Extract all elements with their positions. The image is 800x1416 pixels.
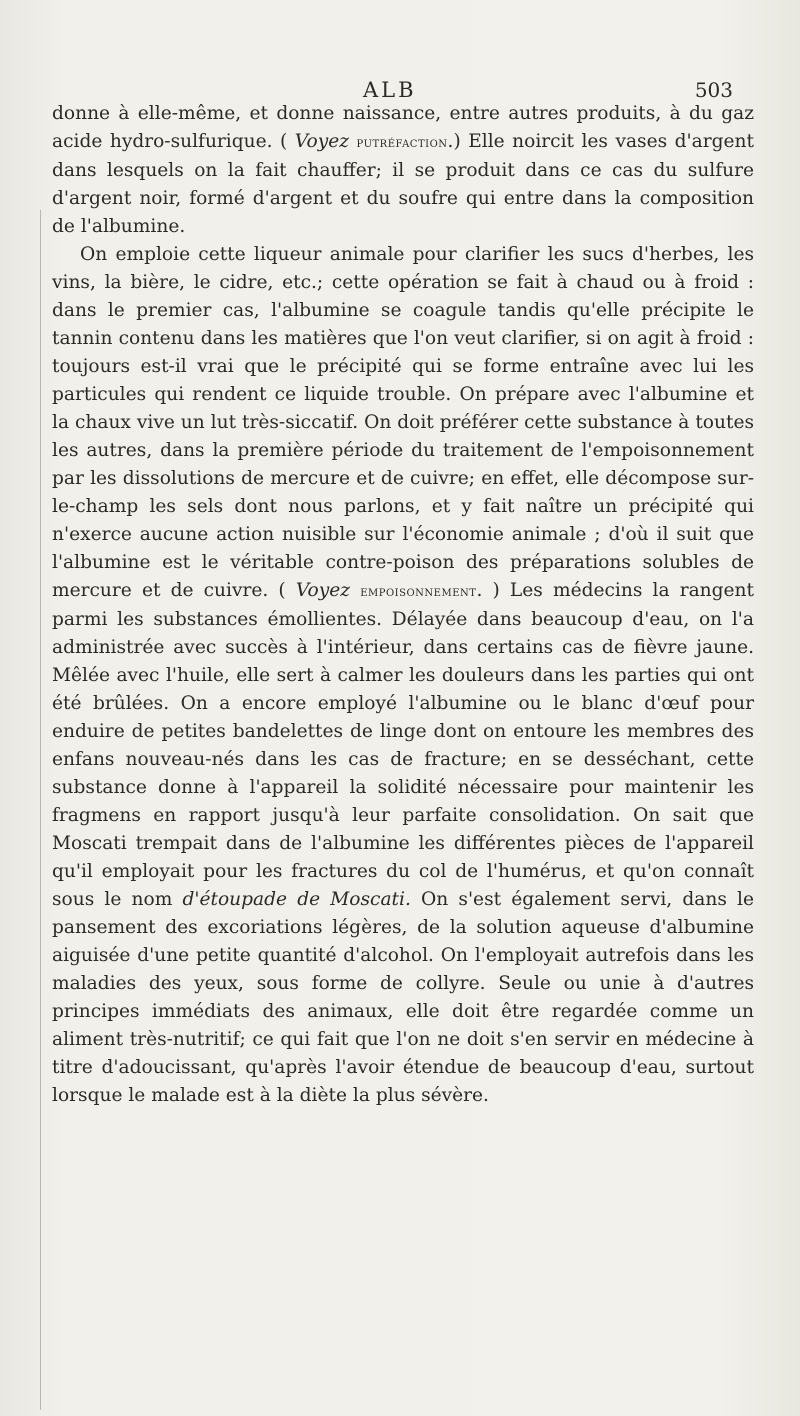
- cross-reference: putréfaction: [356, 135, 448, 151]
- cross-reference: empoisonnement: [360, 584, 477, 600]
- page-edge-shadow: [40, 210, 41, 1410]
- paragraph-2: On emploie cette liqueur animale pour clarifier les sucs d'herbes, les vins, la bière, le cidre, etc.; cette opération se fait à chaud ou à froid : dans le premier cas, l'albumine se coagule tandis qu'elle précipite le tannin contenu dans les matières que l'on veut clarifier, si on agit à froid : toujours est-il vrai que le précipité qui se forme entraîne avec lui les particules qui rendent ce liquide trouble. On prépare avec l'albumine et la chaux vive un lut très-siccatif. On doit préférer cette substance à toutes les autres, dans la première période du traitement de l'empoisonnement par les dissolutions de mercure et de cuivre; en effet, elle décompose sur-le-champ les sels dont nous parlons, et y fait naître un précipité qui n'exerce aucune action nuisible sur l'économie animale ; d'où il suit que l'albumine est le véritable contre-poison des préparations solubles de mercure et de cuivre. ( Voyez empoisonnement. ) Les médecins la rangent parmi les substances émollientes. Délayée dans beaucoup d'eau, on l'a administrée avec succès à l'intérieur, dans certains cas de fièvre jaune. Mêlée avec l'huile, elle sert à calmer les douleurs dans les parties qui ont été brûlées. On a encore employé l'albumine ou le blanc d'œuf pour enduire de petites bandelettes de linge dont on entoure les membres des enfans nouveau-nés dans les cas de fracture; en se desséchant, cette substance donne à l'appareil la solidité nécessaire pour maintenir les fragmens en rapport jusqu'à leur parfaite consolidation. On sait que Moscati trempait dans de l'albumine les différentes pièces de l'appareil qu'il employait pour les fractures du col de l'humérus, et qu'on connaît sous le nom d'étoupade de Moscati. On s'est également servi, dans le pansement des excoriations légères, de la solution aqueuse d'albumine aiguisée d'une petite quantité d'alcohol. On l'employait autrefois dans les maladies des yeux, sous forme de collyre. Seule ou unie à d'autres principes immédiats des animaux, elle doit être regardée comme un aliment très-nutritif; ce qui fait que l'on ne doit s'en servir en médecine à titre d'adoucissant, qu'après l'avoir étendue de beaucoup d'eau, surtout lorsque le malade est à la diète la plus sévère.: [52, 244, 754, 1106]
- page-number: 503: [694, 78, 733, 102]
- term-etoupade: d'étoupade de Moscati.: [182, 889, 411, 910]
- body-text: [52, 100, 754, 1110]
- running-head-title: ALB: [363, 78, 417, 102]
- paragraph-1: donne à elle-même, et donne naissance, entre autres produits, à du gaz acide hydro-sulfurique. ( Voyez putréfaction.) Elle noircit les vases d'argent dans lesquels on la fait chauffer; il se produit dans ce cas du sulfure d'argent noir, formé d'argent et du soufre qui entre dans la composition de l'albumine.: [52, 103, 754, 237]
